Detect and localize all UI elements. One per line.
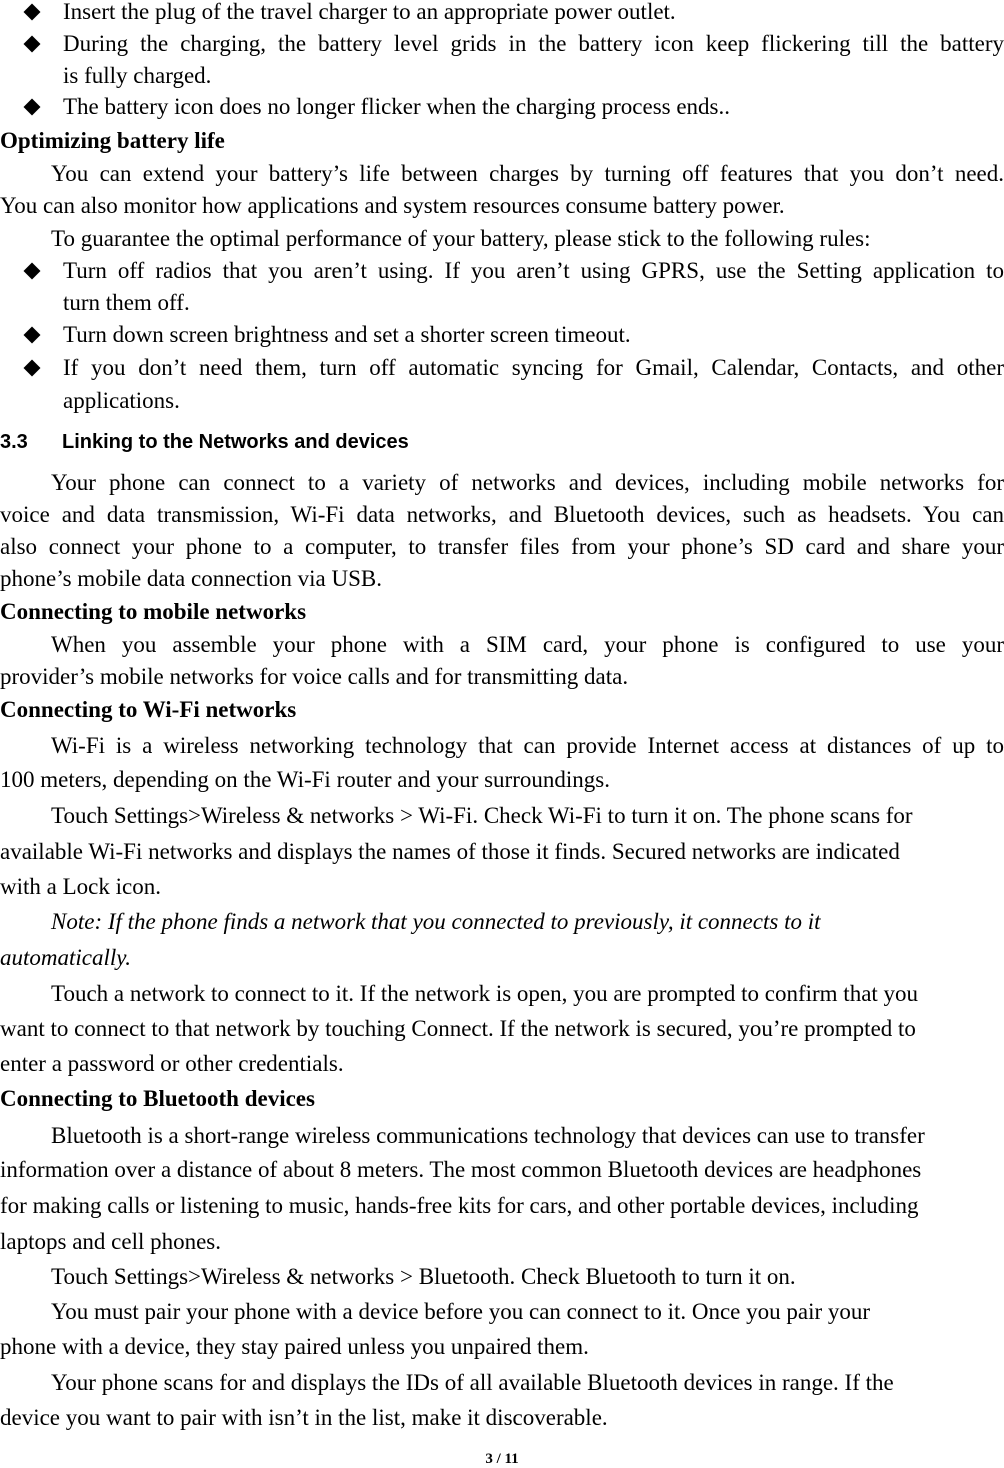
paragraph-line: To guarantee the optimal performance of your battery, please stick to the following rules: — [51, 226, 871, 251]
paragraph-line: device you want to pair with isn’t in the list, make it discoverable. — [0, 1405, 608, 1430]
section-number: 3.3 — [0, 431, 28, 453]
paragraph-line: Wi-Fi is a wireless networking technology that can provide Internet access at distances of up to — [51, 733, 1004, 758]
heading-optimizing-battery: Optimizing battery life — [0, 128, 225, 153]
page-number: 3 / 11 — [485, 1451, 519, 1467]
section-heading — [0, 428, 409, 456]
paragraph-line: Bluetooth is a short-range wireless communications technology that devices can use to transfer — [51, 1123, 925, 1148]
paragraph-line: Your phone scans for and displays the IDs of all available Bluetooth devices in range. If the — [51, 1370, 894, 1395]
diamond-bullet-icon — [24, 360, 41, 377]
diamond-bullet-icon — [24, 36, 41, 53]
section-title: Linking to the Networks and devices — [62, 431, 409, 453]
diamond-bullet-icon — [24, 99, 41, 116]
heading-wifi-networks: Connecting to Wi-Fi networks — [0, 697, 297, 722]
list-item: If you don’t need them, turn off automatic syncing for Gmail, Calendar, Contacts, and other — [63, 355, 1004, 380]
paragraph-line: with a Lock icon. — [0, 874, 161, 899]
paragraph-line: You can also monitor how applications and system resources consume battery power. — [0, 193, 785, 218]
paragraph-line: Your phone can connect to a variety of networks and devices, including mobile networks for — [51, 470, 1004, 495]
paragraph-line: When you assemble your phone with a SIM card, your phone is configured to use your — [51, 632, 1004, 657]
list-item-continuation: turn them off. — [63, 290, 190, 315]
paragraph-line: also connect your phone to a computer, to transfer files from your phone’s SD card and share your — [0, 534, 1004, 559]
list-item: The battery icon does no longer flicker when the charging process ends.. — [63, 94, 730, 119]
list-item: Turn off radios that you aren’t using. If you aren’t using GPRS, use the Setting application to — [63, 258, 1004, 283]
list-item: Insert the plug of the travel charger to an appropriate power outlet. — [63, 0, 676, 24]
paragraph-line: phone’s mobile data connection via USB. — [0, 566, 382, 591]
paragraph-line: Touch a network to connect to it. If the network is open, you are prompted to confirm that you — [51, 981, 919, 1006]
paragraph-line: Touch Settings>Wireless & networks > Wi-Fi. Check Wi-Fi to turn it on. The phone scans for — [51, 803, 913, 828]
paragraph-line: enter a password or other credentials. — [0, 1051, 344, 1076]
paragraph-line: 100 meters, depending on the Wi-Fi router and your surroundings. — [0, 767, 610, 792]
paragraph-line: provider’s mobile networks for voice calls and for transmitting data. — [0, 664, 629, 689]
paragraph-line: phone with a device, they stay paired unless you unpaired them. — [0, 1334, 589, 1359]
paragraph-line: You must pair your phone with a device before you can connect to it. Once you pair your — [51, 1299, 871, 1324]
heading-bluetooth-devices: Connecting to Bluetooth devices — [0, 1086, 315, 1111]
list-item-continuation: is fully charged. — [63, 63, 212, 88]
paragraph-line: voice and data transmission, Wi-Fi data networks, and Bluetooth devices, such as headsets. You can — [0, 502, 1004, 527]
paragraph-line: laptops and cell phones. — [0, 1229, 222, 1254]
list-item-continuation: applications. — [63, 388, 180, 413]
diamond-bullet-icon — [24, 4, 41, 21]
paragraph-line: Touch Settings>Wireless & networks > Bluetooth. Check Bluetooth to turn it on. — [51, 1264, 796, 1289]
list-item: Turn down screen brightness and set a shorter screen timeout. — [63, 322, 631, 347]
diamond-bullet-icon — [24, 327, 41, 344]
paragraph-line: want to connect to that network by touching Connect. If the network is secured, you’re prompted to — [0, 1016, 916, 1041]
paragraph-line: for making calls or listening to music, hands-free kits for cars, and other portable devices, including — [0, 1193, 919, 1218]
paragraph-line: information over a distance of about 8 meters. The most common Bluetooth devices are headphones — [0, 1157, 922, 1182]
note-line: Note: If the phone finds a network that you connected to previously, it connects to it — [51, 909, 821, 934]
heading-mobile-networks: Connecting to mobile networks — [0, 599, 307, 624]
note-line: automatically. — [0, 945, 131, 970]
diamond-bullet-icon — [24, 263, 41, 280]
paragraph-line: You can extend your battery’s life between charges by turning off features that you don’t need. — [51, 161, 1004, 186]
list-item: During the charging, the battery level grids in the battery icon keep flickering till the battery — [63, 31, 1004, 56]
paragraph-line: available Wi-Fi networks and displays the names of those it finds. Secured networks are indicated — [0, 839, 900, 864]
